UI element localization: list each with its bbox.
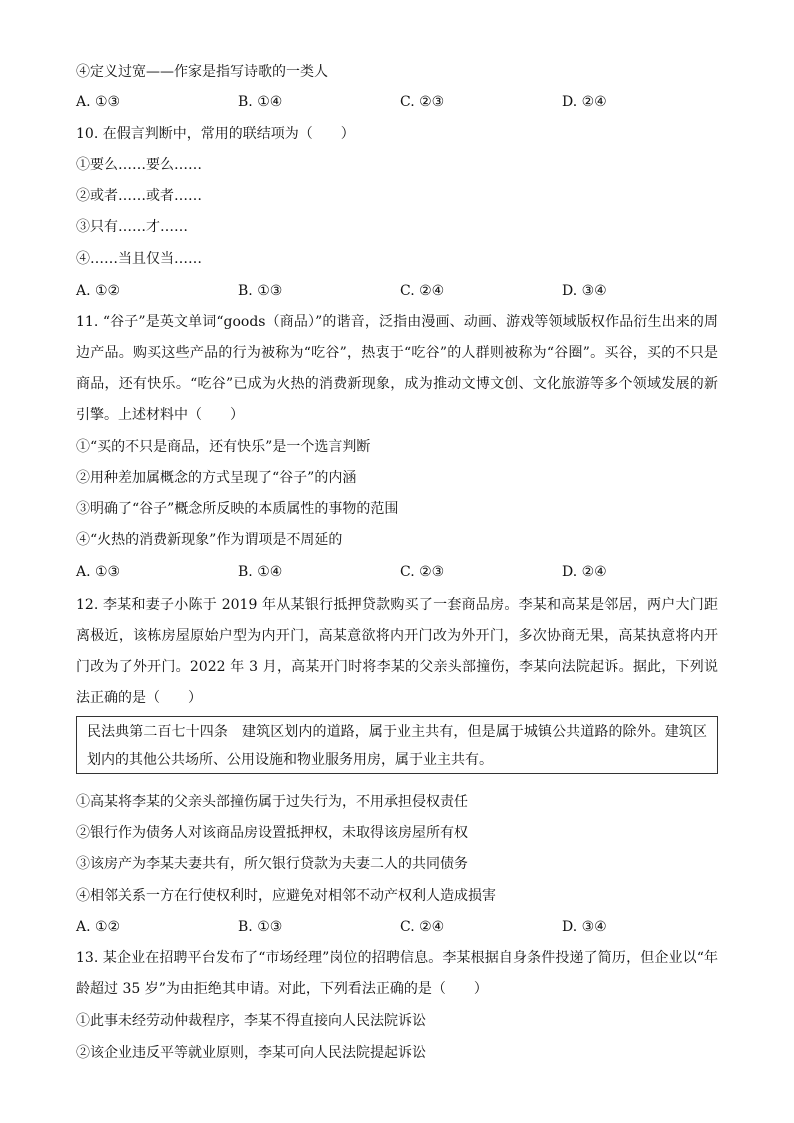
q10-option-b: B. ①③	[238, 283, 283, 299]
q11-option-a: A. ①③	[76, 564, 121, 580]
q12-statement-4: ④相邻关系一方在行使权利时，应避免对相邻不动产权利人造成损害	[76, 888, 496, 904]
q10-stem: 10. 在假言判断中，常用的联结项为（ ）	[76, 126, 355, 142]
q10-statement-3: ③只有……才……	[76, 219, 188, 235]
q12-option-a: A. ①②	[76, 919, 121, 935]
q9-option-c: C. ②③	[400, 94, 445, 110]
q9-options	[76, 92, 716, 112]
q10-option-c: C. ②④	[400, 283, 445, 299]
q11-option-d: D. ②④	[562, 564, 607, 580]
q11-options	[76, 562, 716, 582]
q11-option-b: B. ①④	[238, 564, 283, 580]
q10-option-d: D. ③④	[562, 283, 607, 299]
q10-option-a: A. ①②	[76, 283, 121, 299]
q10-statement-2: ②或者……或者……	[76, 188, 202, 204]
q11-option-c: C. ②③	[400, 564, 445, 580]
q12-stem: 12. 李某和妻子小陈于 2019 年从某银行抵押贷款购买了一套商品房。李某和高某是邻居，两户大门距离极近，该栋房屋原始户型为内开门，高某意欲将内开门改为外开门，多次协商无果，高某执意将内开门改为了外开门。2022 年 3 月，高某开门时将李某的父亲头部撞伤，李某向法院起诉。据此，下列说法正确的是（ ）	[76, 597, 718, 706]
q9-statement-4: ④定义过宽——作家是指写诗歌的一类人	[76, 64, 328, 80]
q12-law-excerpt: 民法典第二百七十四条 建筑区划内的道路，属于业主共有，但是属于城镇公共道路的除外。建筑区划内的其他公共场所、公用设施和物业服务用房，属于业主共有。	[87, 724, 707, 768]
q12-statement-3: ③该房产为李某夫妻共有，所欠银行贷款为夫妻二人的共同债务	[76, 856, 468, 872]
q13-stem: 13. 某企业在招聘平台发布了“市场经理”岗位的招聘信息。李某根据自身条件投递了简历，但企业以“年龄超过 35 岁”为由拒绝其申请。对此，下列看法正确的是（ ）	[76, 950, 718, 997]
q11-statement-2: ②用种差加属概念的方式呈现了“谷子”的内涵	[76, 470, 357, 486]
q12-law-excerpt-box	[76, 716, 718, 774]
q9-option-d: D. ②④	[562, 94, 607, 110]
q12-option-c: C. ②④	[400, 919, 445, 935]
q13-statement-1: ①此事未经劳动仲裁程序，李某不得直接向人民法院诉讼	[76, 1013, 426, 1029]
q10-statement-4: ④……当且仅当……	[76, 251, 202, 267]
q12-statement-2: ②银行作为债务人对该商品房设置抵押权，未取得该房屋所有权	[76, 825, 468, 841]
q9-option-b: B. ①④	[238, 94, 283, 110]
q12-options	[76, 917, 716, 937]
q13-statement-2: ②该企业违反平等就业原则，李某可向人民法院提起诉讼	[76, 1045, 426, 1061]
q12-statement-1: ①高某将李某的父亲头部撞伤属于过失行为，不用承担侵权责任	[76, 794, 468, 810]
q9-option-a: A. ①③	[76, 94, 121, 110]
q10-statement-1: ①要么……要么……	[76, 157, 202, 173]
q12-option-b: B. ①③	[238, 919, 283, 935]
q11-statement-3: ③明确了“谷子”概念所反映的本质属性的事物的范围	[76, 501, 399, 517]
q11-statement-4: ④“火热的消费新现象”作为谓项是不周延的	[76, 532, 343, 548]
q11-statement-1: ①“买的不只是商品，还有快乐”是一个选言判断	[76, 439, 371, 455]
q10-options	[76, 281, 716, 301]
q12-option-d: D. ③④	[562, 919, 607, 935]
q11-stem: 11. “谷子”是英文单词“goods（商品）”的谐音，泛指由漫画、动画、游戏等领域版权作品衍生出来的周边产品。购买这些产品的行为被称为“吃谷”，热衷于“吃谷”的人群则被称为“谷圈”。买谷，买的不只是商品，还有快乐。“吃谷”已成为火热的消费新现象，成为推动文博文创、文化旅游等多个领域发展的新引擎。上述材料中（ ）	[76, 314, 718, 423]
